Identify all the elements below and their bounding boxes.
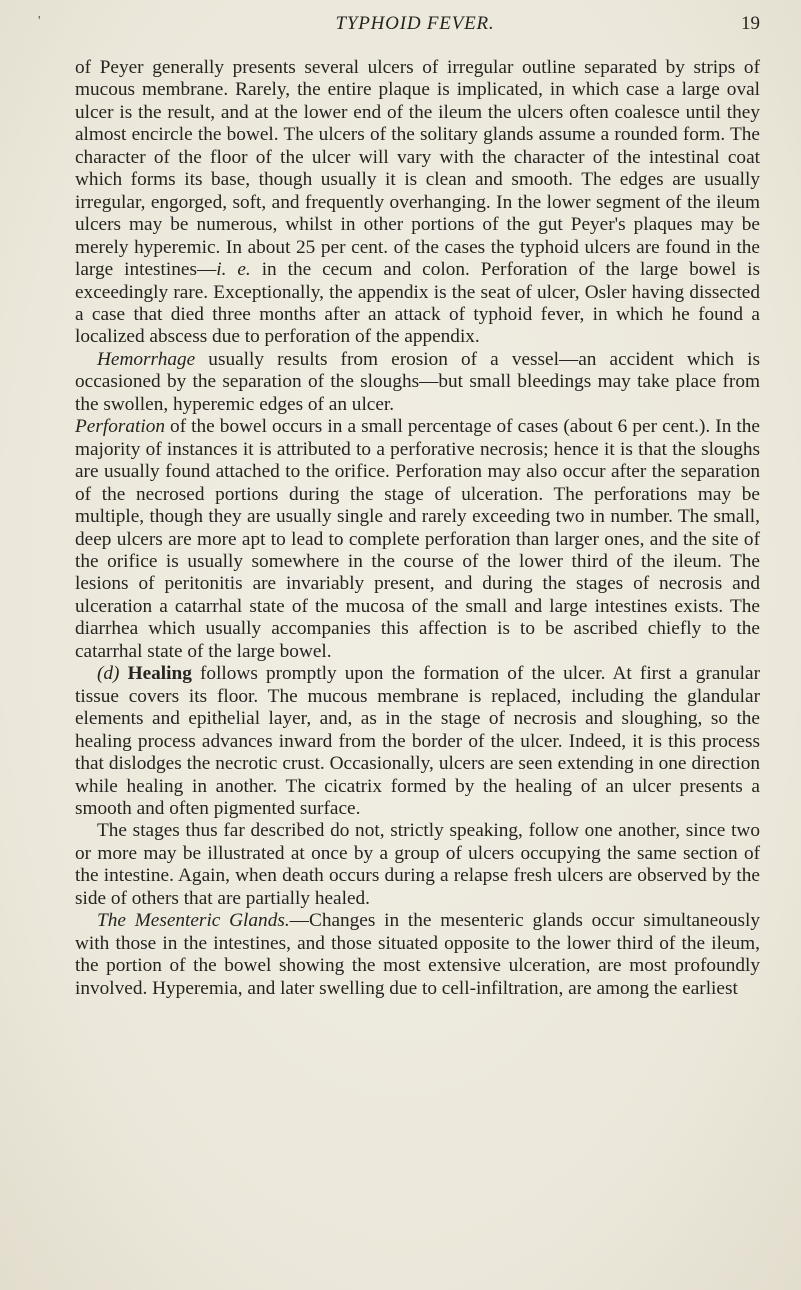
- paragraph-text: of the bowel occurs in a small percentage of cases (about 6 per cent.). In the majority of instances it is attributed to a perforative necrosis; hence it is that the sloughs are usually found attached to the orifice. Perforation may also occur after the separation of the necrosed portions during the stage of ulceration. The perforations may be multiple, though they are usually single and rarely exceeding two in number. The small, deep ulcers are more apt to lead to complete perforation than larger ones, and the site of the orifice is usually somewhere in the course of the lower third of the ileum. The lesions of peritonitis are invariably present, and during the stages of necrosis and ulceration a catarrhal state of the mucosa of the small and large intestines exists. The diarrhea which usually accompanies this affection is to be ascribed chiefly to the catarrhal state of the large bowel.: [75, 416, 760, 662]
- paragraph-hemorrhage: [75, 349, 760, 416]
- paragraph-stages: [75, 820, 760, 910]
- running-header: [70, 8, 760, 38]
- paragraph-text: of Peyer generally presents several ulcers of irregular outline separated by strips of mucous membrane. Rarely, the entire plaque is implicated, in which case a large oval ulcer is the result, and at the lower end of the ileum the ulcers often coalesce until they almost encircle the bowel. The ulcers of the solitary glands assume a rounded form. The character of the floor of the ulcer will vary with the character of the intestinal coat which forms its base, though usually it is clean and smooth. The edges are usually irregular, engorged, soft, and frequently overhanging. In the lower segment of the ileum ulcers may be numerous, whilst in other portions of the gut Peyer's plaques may be merely hyperemic. In about 25 per cent. of the cases the typhoid ulcers are found in the large intestines—: [75, 57, 760, 281]
- paragraph-text: The stages thus far described do not, strictly speaking, follow one another, since two or more may be illustrated at once by a group of ulcers occupying the same section of the intestine. Again, when death occurs during a relapse fresh ulcers are observed by the side of others that are partially healed.: [75, 820, 760, 909]
- paragraph-mesenteric-glands: [75, 910, 760, 1000]
- gutter-mark: ': [38, 14, 41, 29]
- heading-healing: Healing: [127, 663, 192, 685]
- section-marker: (d): [97, 663, 120, 685]
- paragraph-text-continued: in the cecum and colon. Perforation of the large bowel is exceedingly rare. Exceptionally, the appendix is the seat of ulcer, Osler having dissected a case that died three months after an attack of typhoid fever, in which he found a localized abscess due to perforation of the appendix.: [75, 259, 760, 348]
- body-text: [75, 57, 760, 1000]
- heading-hemorrhage: Hemorrhage: [97, 348, 196, 370]
- paragraph-perforation: [75, 416, 760, 663]
- paragraph-text: usually results from erosion of a vessel—an accident which is occasioned by the separation of the sloughs—but small bleedings may take place from the swollen, hyperemic edges of an ulcer.: [75, 348, 760, 415]
- abbreviation-ie: i. e.: [216, 259, 251, 281]
- running-title: TYPHOID FEVER.: [335, 13, 495, 34]
- page-number: 19: [741, 13, 760, 34]
- heading-perforation: Perforation: [75, 416, 165, 438]
- paragraph-healing: [75, 663, 760, 820]
- paragraph-text: —Changes in the mesenteric glands occur simultaneously with those in the intestines, and those situated opposite to the lower third of the ileum, the portion of the bowel showing the most extensive ulceration, are most profoundly involved. Hyperemia, and later swelling due to cell-infiltration, are among the earliest: [75, 910, 761, 999]
- paragraph-text: follows promptly upon the formation of the ulcer. At first a granular tissue covers its floor. The mucous membrane is replaced, including the glandular elements and epithelial layer, and, as in the stage of necrosis and sloughing, so the healing process advances inward from the border of the ulcer. Indeed, it is this process that dislodges the necrotic crust. Occasionally, ulcers are seen extending in one direction while healing in another. The cicatrix formed by the healing of an ulcer presents a smooth and often pigmented surface.: [75, 663, 760, 819]
- paragraph-ulcers: [75, 57, 760, 349]
- heading-mesenteric-glands: The Mesenteric Glands.: [97, 910, 290, 932]
